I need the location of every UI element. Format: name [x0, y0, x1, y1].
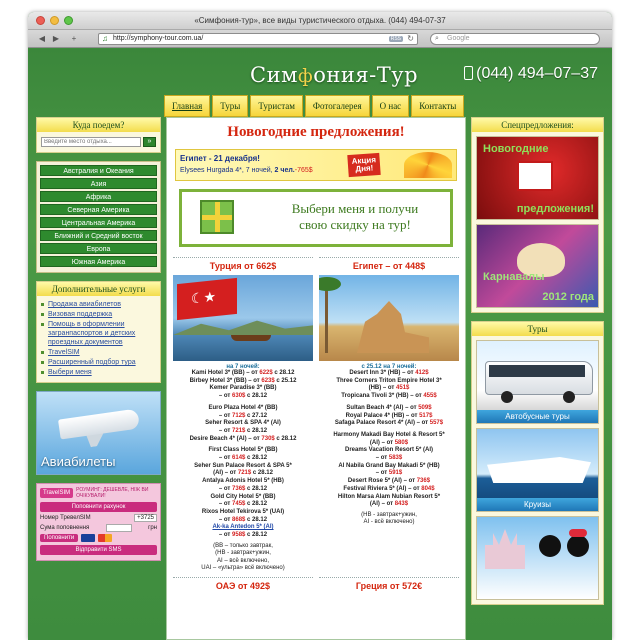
region-south-america[interactable]: Южная Америка [40, 256, 157, 267]
add-bookmark-icon[interactable]: + [71, 34, 77, 43]
hotel-price: 712$ [232, 412, 246, 419]
hotel-price: 736$ [232, 485, 246, 492]
hotel-price: 455$ [423, 393, 437, 400]
number-label: Номер ТревелSIM [40, 515, 91, 521]
hotel-line: Hilton Marsa Alam Nubian Resort 5* [337, 493, 441, 500]
amount-label: Сума поповнення [40, 525, 90, 531]
hotel-line: Birbey Hotel 3* (BB) – от 623$ с 25.12 [189, 377, 297, 384]
cruise-ship-icon [487, 457, 591, 483]
hotel-line: Kemer Paradise 3* (BB) [209, 385, 277, 392]
search-placeholder: Google [447, 35, 470, 42]
menu-item-home[interactable]: Главная [164, 95, 210, 117]
hotel-line: Euro Plaza Hotel 4* (BB) [208, 404, 278, 411]
menu-item-contacts[interactable]: Контакты [411, 95, 464, 117]
region-asia[interactable]: Азия [40, 178, 157, 189]
hotel-price: 451$ [396, 385, 410, 392]
menu-item-tours[interactable]: Туры [212, 95, 248, 117]
travelsim-widget [36, 483, 161, 561]
bus-tours-banner[interactable] [476, 340, 599, 424]
hotel-line: (HB) – от 451$ [368, 385, 410, 392]
hotel-price: 591$ [388, 470, 403, 477]
mickey-icon [539, 535, 561, 557]
gift-box-icon [200, 200, 234, 234]
hotel-line: Sultan Beach 4* (AI) – от 509$ [346, 404, 432, 411]
turkey-legend [173, 543, 313, 573]
title-bar [28, 12, 612, 30]
site-page [28, 49, 612, 640]
discount-banner[interactable] [179, 189, 453, 247]
hotel-price: 614$ [232, 455, 246, 462]
destination-search-button[interactable]: » [143, 137, 156, 147]
right-sidebar [471, 117, 604, 613]
hotel-price: 958$ [232, 532, 246, 539]
regions-list [36, 161, 161, 273]
pay-button[interactable]: Поповнити [40, 534, 78, 542]
service-link[interactable]: Выбери меня [41, 368, 156, 377]
egypt-photo[interactable] [319, 275, 459, 361]
service-link[interactable]: Помощь в оформлении загранпаспортов и детских проездных документов [41, 320, 156, 347]
site-logo[interactable]: Симфония-Тур [250, 63, 419, 87]
hotel-price: 622$ [259, 370, 273, 376]
menu-item-gallery[interactable]: Фотогалерея [305, 95, 370, 117]
legend-line: (HB - завтрак+ужин, [215, 550, 271, 557]
carnivals-banner[interactable] [476, 224, 599, 308]
search-field[interactable] [430, 33, 600, 45]
hotel-price: 509$ [418, 404, 432, 411]
new-year-offers-banner[interactable] [476, 136, 599, 220]
hotel-line: Tropicana Tivoli 3* (HB) – от 455$ [341, 393, 437, 400]
gift-icon [517, 161, 553, 191]
services-panel [36, 281, 161, 383]
promo-title: Египет - 21 декабря! [180, 154, 260, 163]
tours-panel [471, 321, 604, 605]
hotel-line: Royal Palace 4* (HB) – от 517$ [345, 412, 433, 419]
hotel-line: – от 958$ с 28.12 [218, 532, 268, 539]
hotel-price: 517$ [419, 412, 433, 419]
browser-toolbar [28, 30, 612, 48]
hotel-line: (AI) – от 843$ [369, 501, 409, 508]
hotel-line: – от 721$ с 28.12 [218, 427, 268, 434]
turkish-flag-icon [177, 278, 237, 320]
promo-details: Elysees Hurgada 4*, 7 ночей, 2 чел.-765$ [180, 167, 313, 174]
address-bar[interactable] [98, 33, 418, 45]
hotel-line: (AI) – от 721$ с 28.12 [213, 470, 273, 477]
service-link[interactable]: Визовая поддержка [41, 310, 156, 319]
menu-item-tourists[interactable]: Туристам [250, 95, 303, 117]
hotel-price: 736$ [416, 478, 431, 485]
hotel-price: 583$ [388, 455, 403, 462]
hotel-line: – от 736$ с 28.12 [218, 485, 268, 492]
legend-line: (BB – только завтрак, [213, 542, 273, 549]
region-europe[interactable]: Европа [40, 243, 157, 254]
hotel-price: 623$ [261, 377, 275, 384]
egypt-offer-title[interactable]: Египет – от 448$ [319, 257, 459, 271]
mobile-phone-icon [464, 66, 473, 80]
hotel-line: Desert Rose 5* (AI) – от 736$ [347, 478, 431, 485]
travelsim-logo: TravelSIM [40, 488, 73, 498]
hotel-line: Kami Hotel 3* (BB) – от 622$ с 28.12 [191, 370, 295, 376]
hotel-price: 721$ [237, 470, 252, 477]
url-text: http://symphony-tour.com.ua/ [113, 35, 204, 42]
tours-title: Туры [472, 322, 603, 336]
hotel-line: Three Corners Triton Empire Hotel 3* [336, 377, 442, 384]
sphinx-icon [349, 301, 429, 353]
hotel-price: 730$ [261, 435, 275, 442]
main-menu [164, 95, 466, 117]
minnie-icon [567, 535, 589, 557]
hotel-line: Harmony Makadi Bay Hotel & Resort 5* [333, 431, 445, 438]
header-phone: (044) 494–07–37 [464, 65, 598, 83]
service-link[interactable]: Продажа авиабилетов [41, 300, 156, 309]
visa-icon [81, 534, 95, 542]
hotel-line: Al Nabila Grand Bay Makadi 5* (HB) [338, 462, 440, 469]
egypt-offer [319, 257, 459, 573]
hotel-line: Gold City Hotel 5* (BB) [210, 493, 276, 500]
hotel-line: – от 745$ с 28.12 [218, 501, 268, 508]
where-title: Куда поедем? [37, 118, 160, 132]
where-panel [36, 117, 161, 153]
hotel-price: 412$ [415, 370, 429, 376]
hotel-line: (AI) – от 580$ [369, 439, 409, 446]
region-middle-east[interactable]: Ближний и Средний восток [40, 230, 157, 241]
hotel-price: 580$ [394, 439, 409, 446]
region-central-america[interactable]: Центральная Америка [40, 217, 157, 228]
region-africa[interactable]: Африка [40, 191, 157, 202]
turkey-offer [173, 257, 313, 573]
hotel-line: – от 614$ с 28.12 [218, 455, 268, 462]
hotel-price: 868$ [232, 516, 246, 523]
discount-banner-text: Выбери меня и получи свою скидку на тур! [291, 201, 419, 232]
legend-line: AI – всё включено, [217, 557, 269, 564]
hotel-line: Antalya Adonis Hotel 5* (HB) [202, 478, 284, 485]
window-title: «Симфония-тур», все виды туристического отдыха. (044) 494-07-37 [194, 16, 446, 25]
turkey-photo[interactable] [173, 275, 313, 361]
main-content [166, 117, 466, 640]
hotel-line: – от 630$ с 28.12 [218, 393, 268, 400]
hotel-price: 557$ [429, 420, 444, 427]
specials-title: Спецпредложения: [472, 118, 603, 132]
hotel-line: Safaga Palace Resort 4* (AI) – от 557$ [334, 420, 444, 427]
currency-label: грн [148, 525, 157, 531]
hotel-line: Seher Resort & SPA 4* (AI) [205, 420, 281, 427]
flights-banner-label: Авиабилеты [41, 454, 116, 469]
specials-panel [471, 117, 604, 313]
beach-umbrella-icon [404, 152, 452, 178]
services-title: Дополнительные услуги [37, 282, 160, 296]
flights-banner[interactable] [36, 391, 161, 475]
travelsim-slogan: РОУМИНГ: ДЕШЕВЛЕ, НІЖ ВИ ОЧІКУВАЛИ! [76, 487, 149, 499]
disneyland-banner[interactable] [476, 516, 599, 600]
hotel-price: 804$ [421, 485, 435, 492]
left-sidebar [36, 117, 161, 561]
hotel-price: 630$ [232, 393, 246, 400]
region-north-america[interactable]: Северная Америка [40, 204, 157, 215]
destination-search-input[interactable] [41, 137, 141, 147]
back-icon[interactable]: ◀ [38, 34, 46, 43]
castle-icon [485, 529, 525, 569]
turkey-offer-title[interactable]: Турция от 662$ [173, 257, 313, 271]
hotel-line: First Class Hotel 5* (BB) [208, 447, 278, 454]
hotel-price: 745$ [232, 501, 246, 508]
uae-offer-title[interactable]: ОАЭ от 492$ [173, 577, 313, 591]
hotel-line: Seher Sun Palace Resort & SPA 5* [194, 462, 292, 469]
region-oceania[interactable]: Австралия и Океания [40, 165, 157, 176]
egypt-hotel-list [319, 370, 459, 509]
service-link[interactable]: Расширенный подбор тура [41, 358, 156, 367]
forward-icon[interactable]: ▶ [52, 34, 60, 43]
search-icon: ⌕ [435, 35, 439, 42]
greece-offer-title[interactable]: Греция от 572€ [319, 577, 459, 591]
turkey-hotel-list [173, 370, 313, 540]
mastercard-icon [98, 534, 112, 542]
cruises-banner[interactable] [476, 428, 599, 512]
egypt-legend [319, 512, 459, 527]
reload-icon[interactable]: ↻ [407, 34, 414, 43]
amount-field[interactable] [106, 524, 132, 532]
legend-line: AI - всё включено) [363, 519, 415, 526]
hotel-line: Desire Beach 4* (AI) – от 730$ с 28.12 [189, 435, 297, 442]
hotel-price: 721$ [232, 427, 246, 434]
hotel-line: Rixos Hotel Tekirova 5* (UAI) [201, 508, 285, 515]
new-year-label-1: Новогодние [483, 143, 549, 155]
send-sms-button[interactable]: Відправити SMS [40, 545, 157, 555]
hotel-line: – от 712$ с 27.12 [218, 412, 268, 419]
service-link[interactable]: TravelSIM [41, 348, 156, 357]
legend-line: UAI – «ультра» всё включено) [201, 565, 285, 572]
bus-tours-label: Автобусные туры [477, 410, 598, 423]
number-field[interactable]: +3725 [134, 514, 157, 522]
promo-badge: Акция Дня! [347, 153, 381, 177]
hotel-line: – от 583$ [375, 455, 403, 462]
turkey-dates: на 7 ночей: [226, 364, 260, 370]
hotel-line: Dreams Vacation Resort 5* (AI) [344, 447, 434, 454]
page-title: Новогодние предложения! [227, 124, 405, 140]
topup-account-button[interactable]: Поповнити рахунок [40, 502, 157, 512]
hotel-line: Festival Riviera 5* (AI) – от 804$ [343, 485, 435, 492]
hotel-line: – от 868$ с 28.12 [218, 516, 268, 523]
new-year-label-2: предложения! [516, 203, 594, 215]
rss-icon[interactable]: RSS [390, 36, 401, 42]
carnivals-label-1: Карнавалы [483, 271, 545, 283]
hotel-line: – от 591$ [375, 470, 403, 477]
hotel-price: 843$ [394, 501, 409, 508]
hotel-line: Desert Inn 3* (HB) – от 412$ [349, 370, 429, 376]
favicon-icon: ♫ [102, 34, 108, 43]
egypt-dates: с 25.12 на 7 ночей: [361, 364, 417, 370]
hotel-link[interactable]: Ak-ka Antedon 5* (AI) [212, 524, 274, 531]
hotel-line[interactable] [173, 524, 313, 532]
deal-of-the-day-banner[interactable] [175, 149, 457, 181]
legend-line: (HB - завтрак+ужин, [361, 511, 417, 518]
menu-item-about[interactable]: О нас [372, 95, 410, 117]
carnivals-label-2: 2012 года [542, 291, 594, 303]
browser-window [28, 12, 612, 640]
cruises-label: Круизы [477, 498, 598, 511]
